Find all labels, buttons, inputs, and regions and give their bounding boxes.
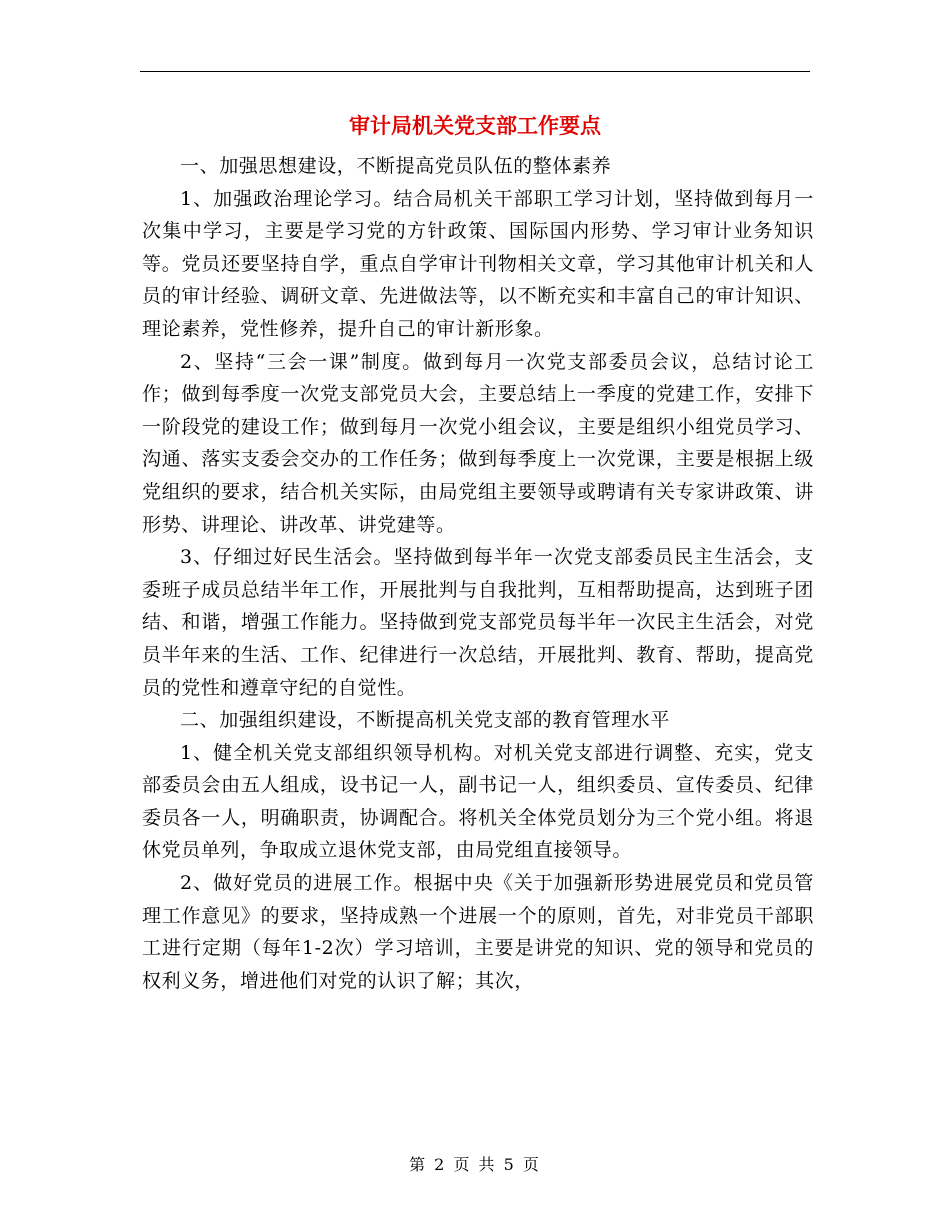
header-rule xyxy=(140,71,810,72)
section-2-paragraph-1: 1、健全机关党支部组织领导机构。对机关党支部进行调整、充实，党支部委员会由五人组成，设书记一人，副书记一人，组织委员、宣传委员、纪律委员各一人，明确职责，协调配合。将机关全体党员划分为三个党小组。将退休党员单列，争取成立退休党支部，由局党组直接领导。 xyxy=(142,741,814,862)
document-title: 审计局机关党支部工作要点 xyxy=(349,113,601,138)
section-2-paragraph-2: 2、做好党员的进展工作。根据中央《关于加强新形势进展党员和党员管理工作意见》的要求，坚持成熟一个进展一个的原则，首先，对非党员干部职工进行定期（每年1-2次）学习培训，主要是讲党的知识、党的领导和党员的权利义务，增进他们对党的认识了解；其次， xyxy=(142,872,814,992)
section-2-heading: 二、加强组织建设，不断提高机关党支部的教育管理水平 xyxy=(180,709,671,732)
section-1-paragraph-3: 3、仔细过好民生活会。坚持做到每半年一次党支部委员民主生活会，支委班子成员总结半年工作，开展批判与自我批判，互相帮助提高，达到班子团结、和谐，增强工作能力。坚持做到党支部党员每半年一次民主生活会，对党员半年来的生活、工作、纪律进行一次总结，开展批判、教育、帮助，提高党员的党性和遵章守纪的自觉性。 xyxy=(142,546,814,699)
page-footer: 第 2 页 共 5 页 xyxy=(409,1155,541,1174)
section-1-heading: 一、加强思想建设，不断提高党员队伍的整体素养 xyxy=(180,155,612,177)
document-body xyxy=(142,150,814,997)
section-1-paragraph-2: 2、坚持“三会一课”制度。做到每月一次党支部委员会议，总结讨论工作；做到每季度一次党支部党员大会，主要总结上一季度的党建工作，安排下一阶段党的建设工作；做到每月一次党小组会议，主要是组织小组党员学习、沟通、落实支委会交办的工作任务；做到每季度上一次党课，主要是根据上级党组织的要求，结合机关实际，由局党组主要领导或聘请有关专家讲政策、讲形势、讲理论、讲改革、讲党建等。 xyxy=(142,350,814,536)
section-1-paragraph-1: 1、加强政治理论学习。结合局机关干部职工学习计划，坚持做到每月一次集中学习，主要是学习党的方针政策、国际国内形势、学习审计业务知识等。党员还要坚持自学，重点自学审计刊物相关文章，学习其他审计机关和人员的审计经验、调研文章、先进做法等，以不断充实和丰富自己的审计知识、理论素养，党性修养，提升自己的审计新形象。 xyxy=(142,187,814,340)
